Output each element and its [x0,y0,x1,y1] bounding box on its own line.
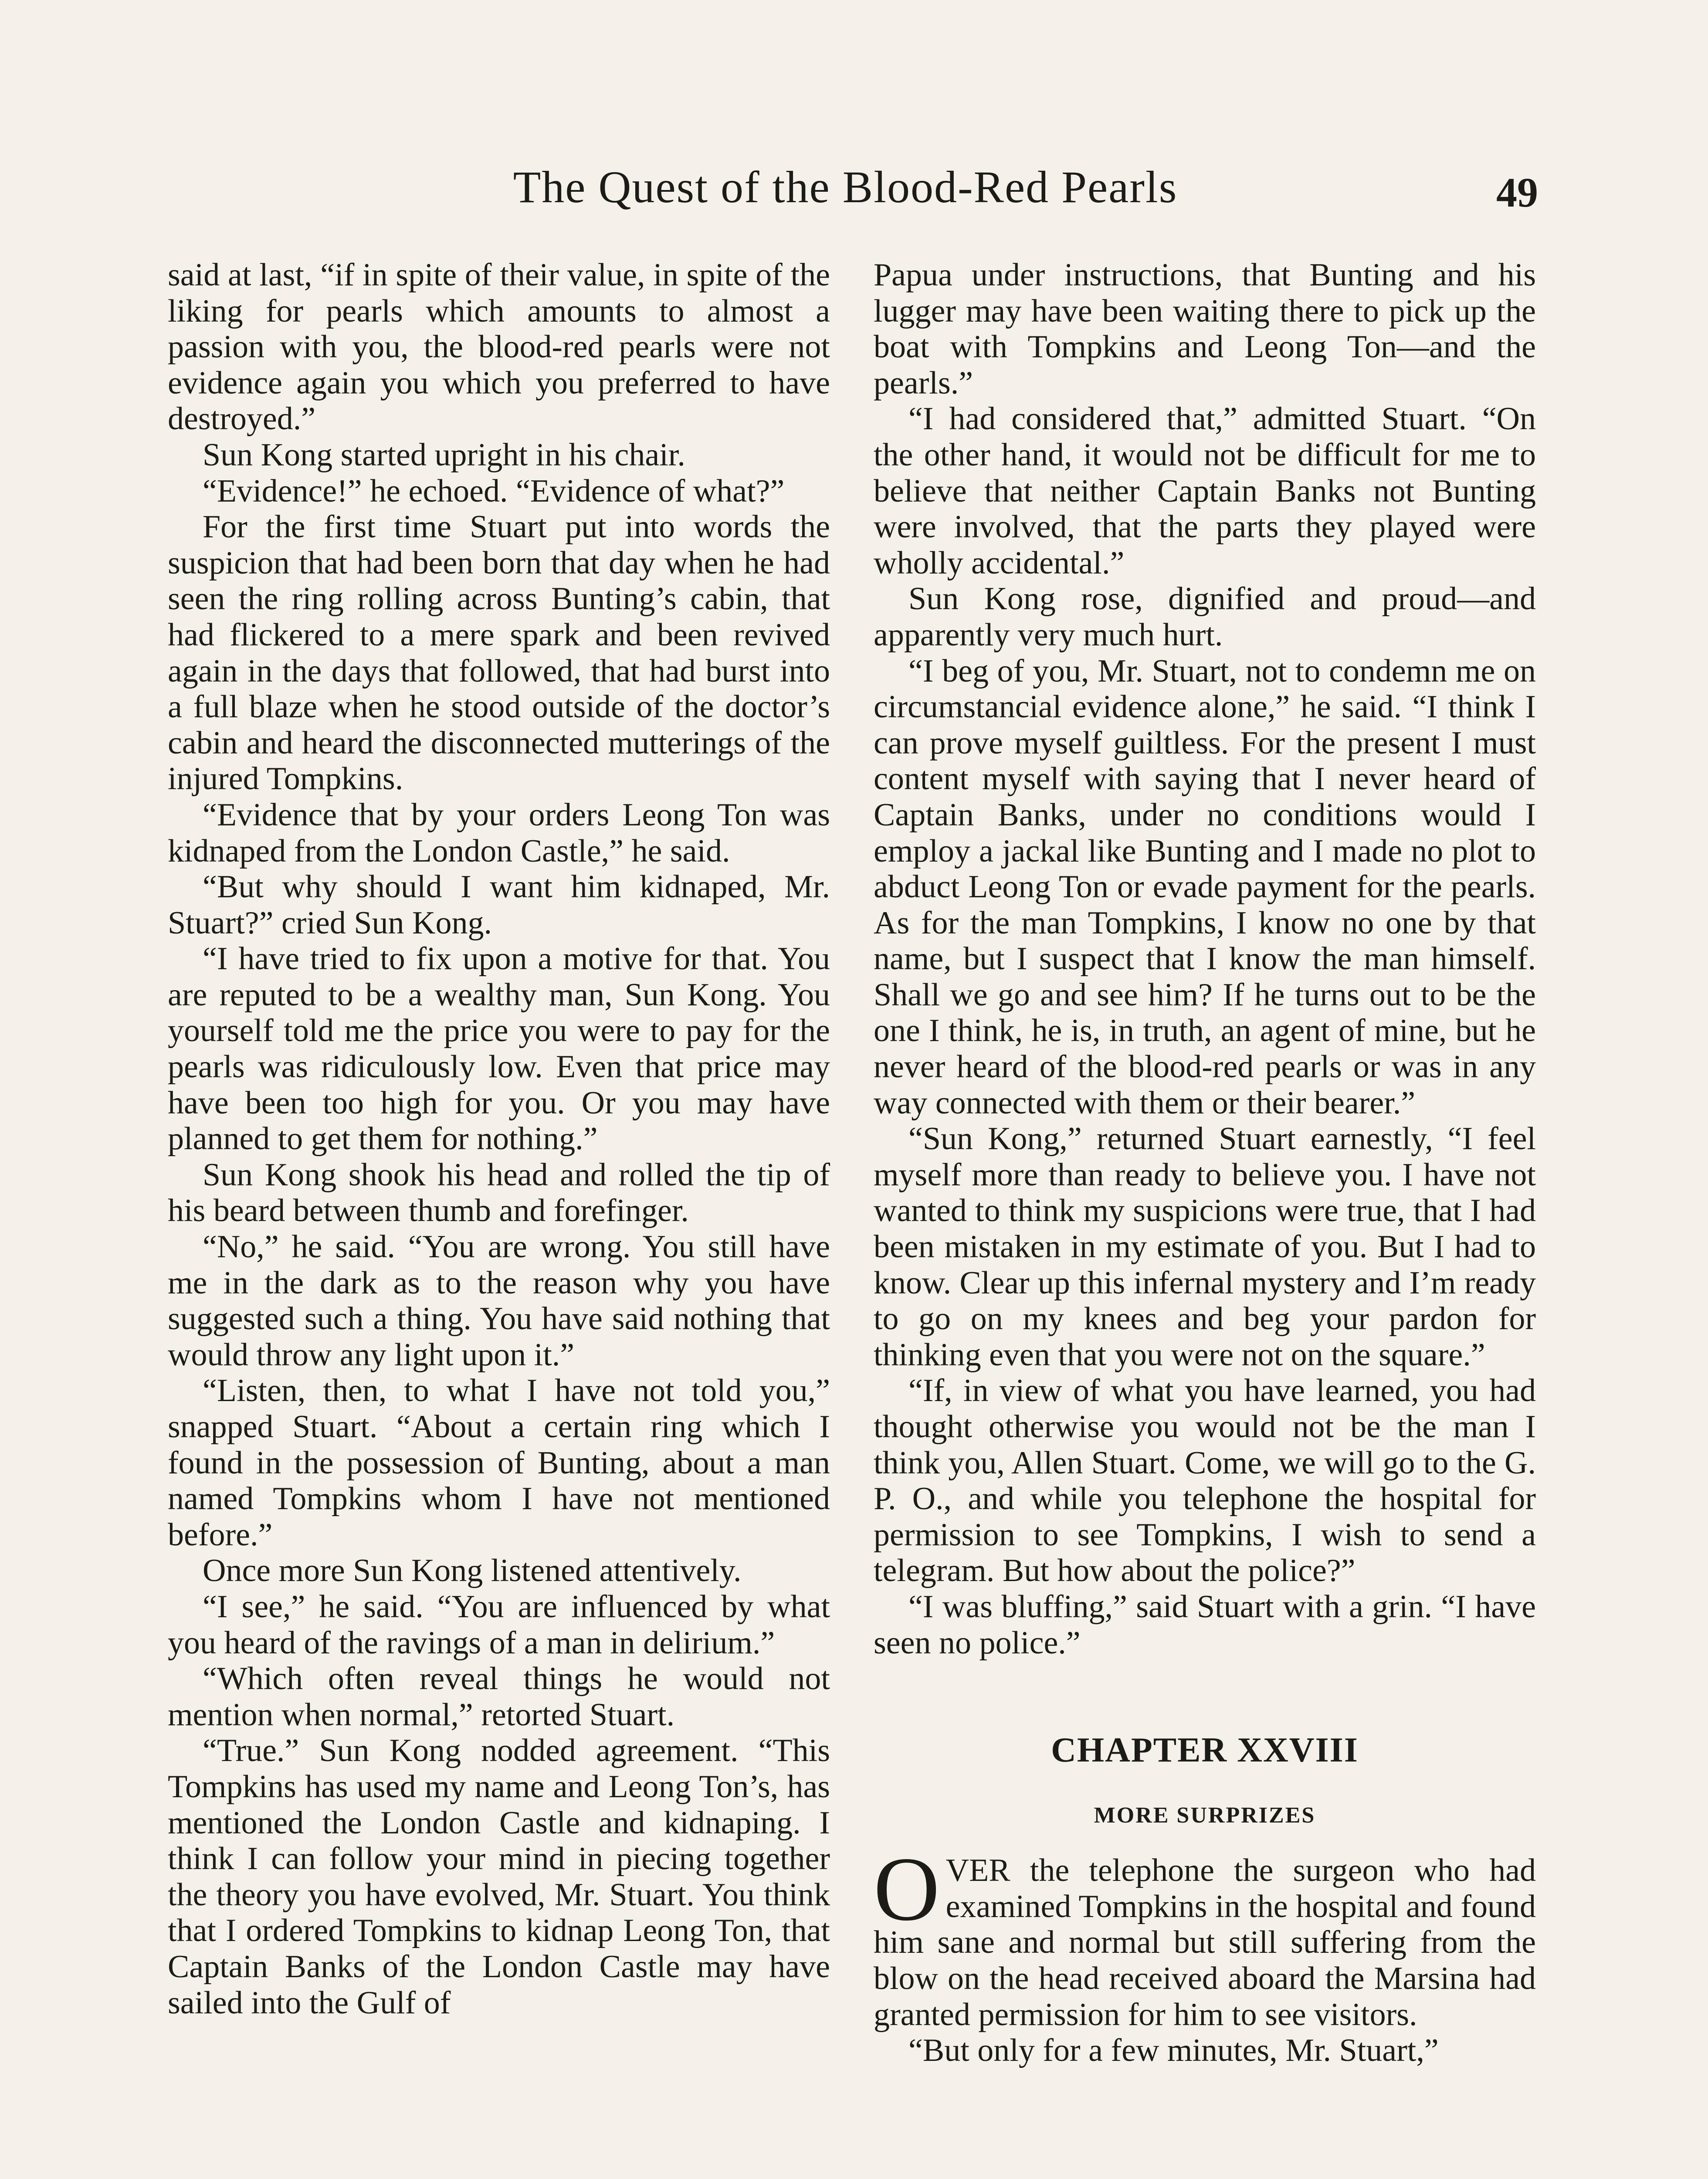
paragraph: “I have tried to fix upon a motive for that. You are reputed to be a wealthy man, Sun Kong. You yourself told me the price you were to pay for the pearls was ridiculously low. Even that price may have been too high for you. Or you may have planned to get them for nothing.” [168,941,830,1157]
paragraph: “If, in view of what you have learned, you had thought otherwise you would not be the man I think you, Allen Stuart. Come, we will go to the G. P. O., and while you telephone the hospital for permission to see Tompkins, I wish to send a telegram. But how about the police?” [874,1373,1536,1589]
paragraph: Sun Kong rose, dignified and proud—and apparently very much hurt. [874,581,1536,653]
paragraph: Papua under instructions, that Bunting and his lugger may have been waiting there to pick up the boat with Tompkins and Leong Ton—and the pearls.” [874,257,1536,401]
paragraph: “I beg of you, Mr. Stuart, not to condemn me on circumstancial evidence alone,” he said. “I think I can prove myself guiltless. For the present I must content myself with saying that I never heard of Captain Banks, under no conditions would I employ a jackal like Bunting and I made no plot to abduct Leong Ton or evade payment for the pearls. As for the man Tompkins, I know no one by that name, but I suspect that I know the man himself. Shall we go and see him? If he turns out to be the one I think, he is, in truth, an agent of mine, but he never heard of the blood-red pearls or was in any way connected with them or their bearer.” [874,653,1536,1121]
paragraph: “Evidence that by your orders Leong Ton was kidnaped from the London Castle,” he said. [168,797,830,869]
paragraph: “Which often reveal things he would not mention when normal,” retorted Stuart. [168,1661,830,1733]
paragraph: “True.” Sun Kong nodded agreement. “This Tompkins has used my name and Leong Ton’s, has mentioned the London Castle and kidnaping. I think I can follow your mind in piecing together the theory you have evolved, Mr. Stuart. You think that I ordered Tompkins to kidnap Leong Ton, that Captain Banks of the London Castle may have sailed into the Gulf of [168,1733,830,2021]
chapter-opening-paragraph [874,1839,1536,2033]
chapter-title: CHAPTER XXVIII [1051,1731,1359,1770]
paragraph: “Evidence!” he echoed. “Evidence of what?” [203,473,785,509]
paragraph: “I had considered that,” admitted Stuart. “On the other hand, it would not be difficult for me to believe that neither Captain Banks not Bunting were involved, that the parts they played were wholly accidental.” [874,401,1536,581]
page-number: 49 [1496,169,1538,216]
paragraph: “Sun Kong,” returned Stuart earnestly, “I feel myself more than ready to believe you. I have not wanted to think my suspicions were true, that I had been mistaken in my estimate of you. But I had to know. Clear up this infernal mystery and I’m ready to go on my knees and beg your pardon for thinking even that you were not on the square.” [874,1121,1536,1373]
paragraph: For the first time Stuart put into words the suspicion that had been born that day when he had seen the ring rolling across Bunting’s cabin, that had flickered to a mere spark and been revived again in the days that followed, that had burst into a full blaze when he stood outside of the doctor’s cabin and heard the disconnected mutterings of the injured Tompkins. [168,509,830,797]
running-title: The Quest of the Blood-Red Pearls [513,162,1178,212]
drop-cap: O [874,1839,940,1940]
chapter-opening-text: VER the telephone the surgeon who had examined Tompkins in the hospital and found him sane and normal but still suffering from the blow on the head received aboard the Marsina had granted permission for him to see visitors. [874,1853,1536,2033]
paragraph: “I was bluffing,” said Stuart with a grin. “I have seen no police.” [874,1588,1536,1661]
right-column [874,257,1536,2069]
paragraph: “I see,” he said. “You are influenced by what you heard of the ravings of a man in delirium.” [168,1588,830,1661]
paragraph: “Listen, then, to what I have not told you,” snapped Stuart. “About a certain ring which I found in the possession of Bunting, about a man named Tompkins whom I have not mentioned before.” [168,1373,830,1553]
paragraph: Sun Kong shook his head and rolled the tip of his beard between thumb and forefinger. [168,1157,830,1229]
paragraph: “But only for a few minutes, Mr. Stuart,” [908,2033,1439,2069]
left-column [168,257,830,2021]
page-header [166,157,1538,227]
paragraph: Once more Sun Kong listened attentively. [203,1553,742,1589]
chapter-subtitle: MORE SURPRIZES [1094,1803,1316,1828]
paragraph: “But why should I want him kidnaped, Mr. Stuart?” cried Sun Kong. [168,869,830,941]
paragraph: said at last, “if in spite of their value, in spite of the liking for pearls which amounts to almost a passion with you, the blood-red pearls were not evidence again you which you preferred to have destroyed.” [168,257,830,437]
paragraph: Sun Kong started upright in his chair. [203,437,685,473]
paragraph: “No,” he said. “You are wrong. You still have me in the dark as to the reason why you have suggested such a thing. You have said nothing that would throw any light upon it.” [168,1229,830,1373]
